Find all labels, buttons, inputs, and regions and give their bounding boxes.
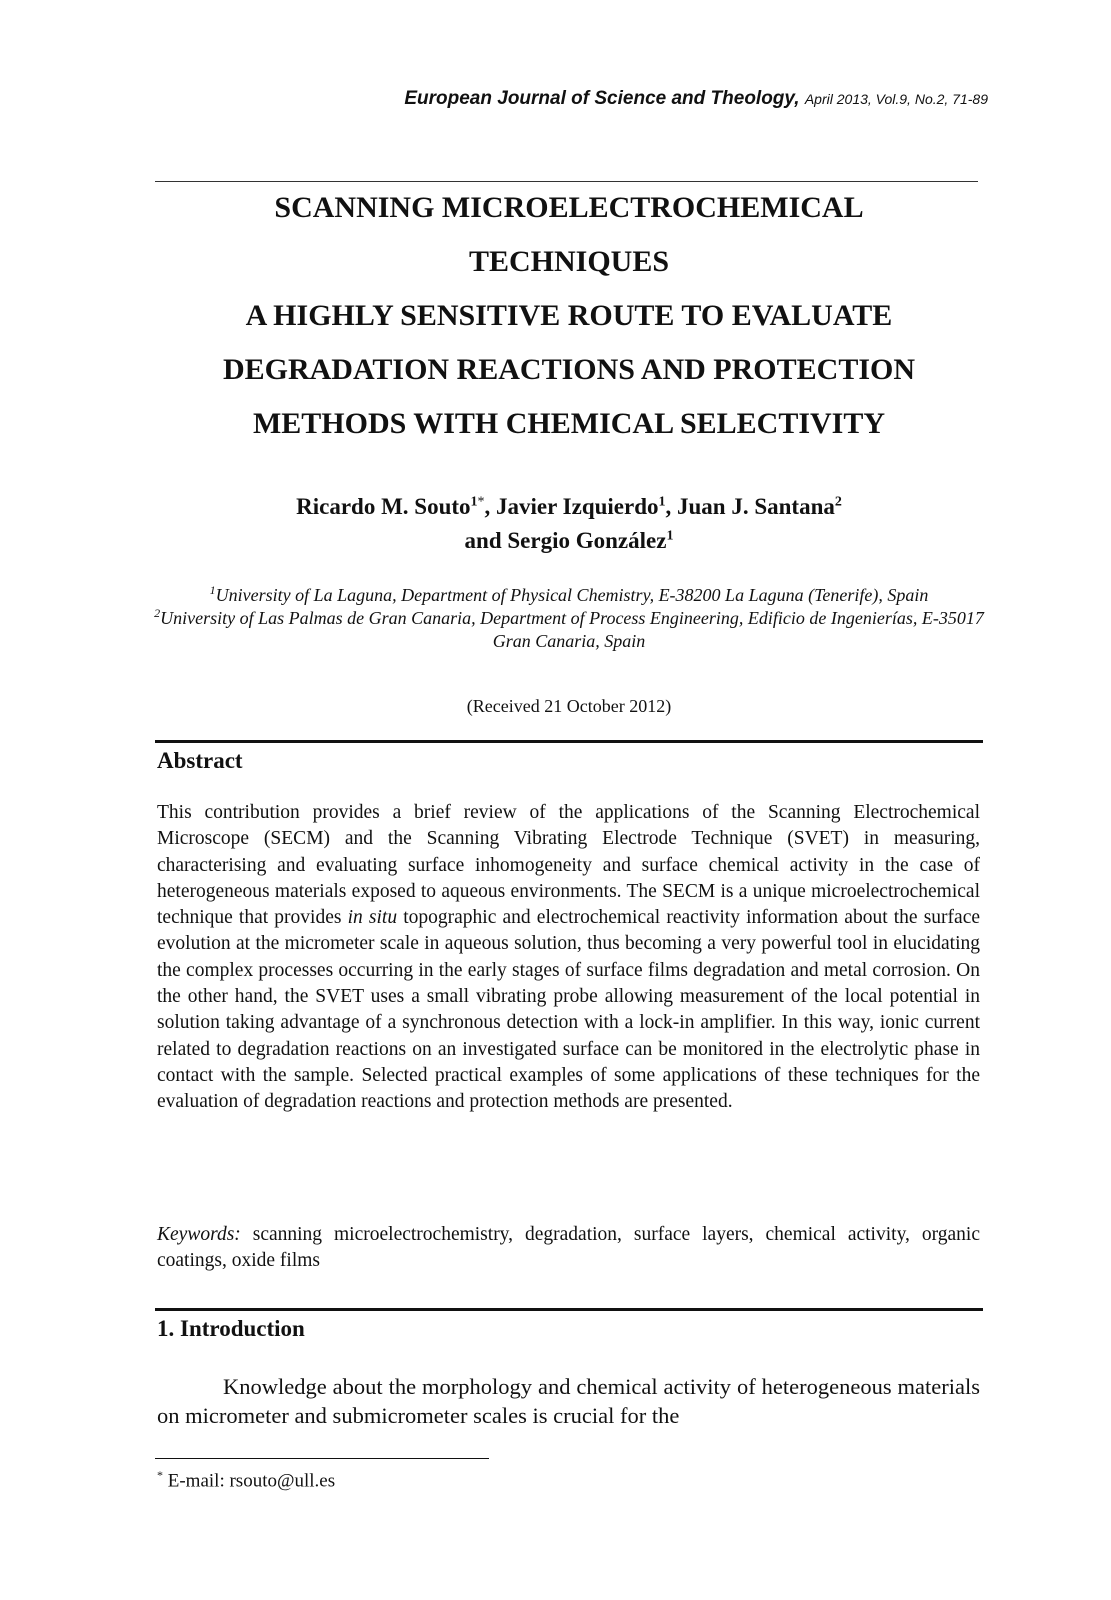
author-name: Ricardo M. Souto — [296, 494, 471, 519]
title-line: DEGRADATION REACTIONS AND PROTECTION — [222, 353, 916, 386]
affiliation-marker: 1 — [658, 494, 666, 510]
corresponding-author-marker: * — [477, 494, 485, 510]
affiliation-number: 1 — [209, 583, 216, 597]
author-list — [150, 490, 988, 558]
affiliation-marker: 1 — [666, 528, 674, 544]
affiliation-number: 2 — [154, 606, 161, 620]
abstract-rule — [155, 740, 983, 743]
journal-issue: April 2013, Vol.9, No.2, 71-89 — [804, 91, 988, 107]
journal-header — [150, 88, 988, 110]
affiliation — [150, 584, 988, 607]
abstract-text-part: This contribution provides a brief review of the applications of the Scanning Electrochemical Microscope (SECM) and the Scanning Vibrating Electrode Technique (SVET) in measuring, characterising and evaluating surface inhomogeneity and surface chemical activity in the case of heterogeneous materials exposed to aqueous environments. The SECM is a unique microelectrochemical technique that provides — [157, 802, 980, 929]
introduction-text: Knowledge about the morphology and chemical activity of heterogeneous materials on micrometer and submicrometer scales is crucial for the — [157, 1374, 980, 1428]
footnote — [157, 1468, 335, 1492]
title-line: METHODS WITH CHEMICAL SELECTIVITY — [252, 407, 886, 440]
title-line: SCANNING MICROELECTROCHEMICAL — [274, 191, 864, 224]
author-name: Javier Izquierdo — [496, 494, 659, 519]
abstract-italic-term: in situ — [347, 907, 398, 929]
introduction-rule — [155, 1308, 983, 1311]
author-separator: , — [484, 494, 497, 519]
footnote-rule — [155, 1458, 489, 1459]
keywords-label: Keywords: — [157, 1224, 241, 1245]
keywords — [157, 1222, 980, 1275]
footnote-marker: * — [157, 1468, 163, 1482]
introduction-heading: 1. Introduction — [157, 1316, 305, 1341]
abstract-text-part: topographic and electrochemical reactivity information about the surface evolution at the micrometer scale in aqueous solution, thus becoming a very powerful tool in elucidating the complex processes occurring in the early stages of surface films degradation and metal corrosion. On the other hand, the SVET uses a small vibrating probe allowing measurement of the local potential in solution taking advantage of a synchronous detection with a lock-in amplifier. In this way, ionic current related to degradation reactions on an investigated surface can be monitored in the electrolytic phase in contact with the sample. Selected practical examples of some applications of these techniques for the evaluation of degradation reactions and protection methods are presented. — [157, 907, 981, 1113]
title-line: A HIGHLY SENSITIVE ROUTE TO EVALUATE — [245, 299, 893, 332]
author-name: and Sergio González — [464, 528, 667, 553]
author-line — [150, 524, 988, 558]
affiliation-list — [150, 584, 988, 653]
abstract-text — [157, 800, 980, 1116]
affiliation-text: University of Las Palmas de Gran Canaria, Department of Process Engineering, Edificio de Ingenierías, E-35017 Gran Canaria, Spain — [160, 608, 984, 651]
affiliation-marker: 2 — [834, 494, 842, 510]
keywords-text: scanning microelectrochemistry, degradation, surface layers, chemical activity, organic coatings, oxide films — [157, 1224, 980, 1272]
abstract-heading: Abstract — [157, 748, 243, 773]
title-line: TECHNIQUES — [468, 245, 670, 278]
footnote-text: E-mail: rsouto@ull.es — [163, 1470, 336, 1492]
affiliation-text: University of La Laguna, Department of Physical Chemistry, E-38200 La Laguna (Tenerife), Spain — [215, 585, 929, 605]
affiliation-marker: 1 — [470, 494, 478, 510]
journal-name: European Journal of Science and Theology, — [404, 88, 800, 109]
affiliation — [150, 607, 988, 653]
author-line — [150, 490, 988, 524]
author-separator: , — [665, 494, 678, 519]
paper-title — [150, 181, 988, 451]
received-date: (Received 21 October 2012) — [466, 696, 672, 716]
author-name: Juan J. Santana — [677, 494, 835, 519]
